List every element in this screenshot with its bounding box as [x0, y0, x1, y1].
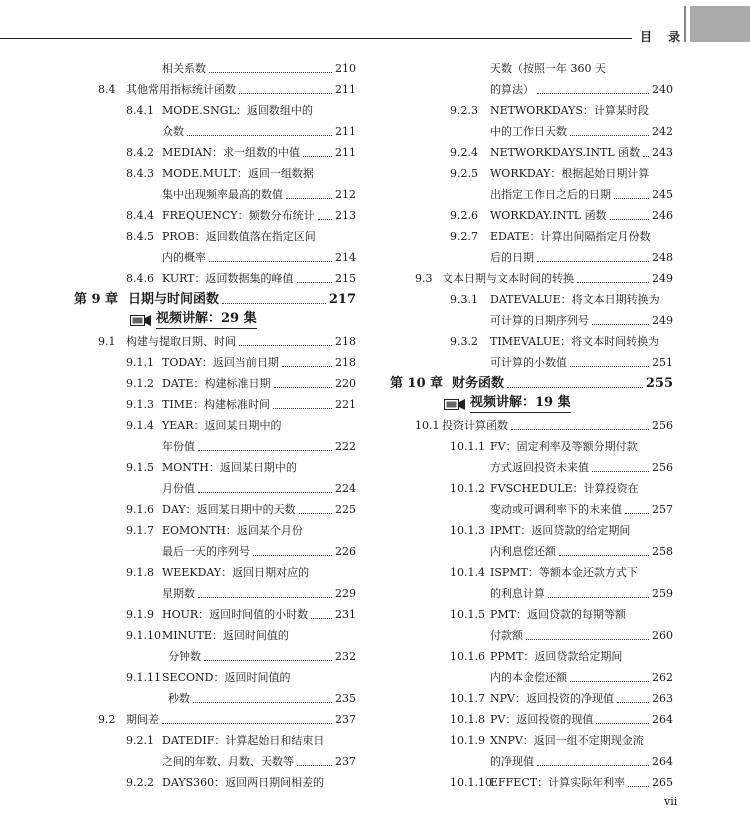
- toc-entry[interactable]: [74, 100, 356, 121]
- toc-entry-title: PROB：返回数值落在指定区间: [162, 230, 316, 243]
- toc-page-number: 256: [652, 419, 673, 432]
- toc-page-number: 249: [652, 272, 673, 285]
- toc-page-number: 222: [335, 440, 356, 453]
- leader-dots: [198, 478, 332, 493]
- toc-entry-title: 出指定工作日之后的日期: [490, 188, 611, 201]
- leader-dots: [209, 247, 332, 262]
- toc-entry-number: 10.1.6: [450, 650, 485, 663]
- leader-dots: [162, 709, 332, 724]
- toc-entry[interactable]: [390, 583, 673, 604]
- toc-entry-number: 9.1.5: [126, 461, 154, 474]
- toc-entry[interactable]: [390, 625, 673, 646]
- toc-entry[interactable]: [74, 562, 356, 583]
- toc-page-number: 215: [335, 272, 356, 285]
- video-lecture-label: 视频讲解：29 集: [156, 310, 257, 329]
- leader-dots: [628, 772, 649, 787]
- video-lecture-label: 视频讲解：19 集: [470, 394, 571, 413]
- toc-entry-title: FVSCHEDULE：计算投资在: [490, 482, 639, 495]
- toc-column-right: [390, 58, 673, 793]
- toc-page-number: 264: [652, 755, 673, 768]
- toc-entry[interactable]: [74, 646, 356, 667]
- toc-entry-number: 9.1.1: [126, 356, 154, 369]
- toc-entry-number: 8.4.2: [126, 146, 154, 159]
- toc-entry-title: 的算法）: [490, 83, 534, 96]
- toc-entry-title: 文本日期与文本时间的转换: [442, 272, 574, 285]
- toc-entry-title: 内利息偿还额: [490, 545, 556, 558]
- toc-page-number: 232: [335, 650, 356, 663]
- toc-entry[interactable]: [390, 100, 673, 121]
- leader-dots: [526, 625, 649, 640]
- toc-entry[interactable]: [390, 709, 673, 730]
- toc-page-number: 221: [335, 398, 356, 411]
- toc-entry-number: 9.1.6: [126, 503, 154, 516]
- toc-entry-title: 付款额: [490, 629, 523, 642]
- toc-entry-number: 9.1.3: [126, 398, 154, 411]
- toc-page-number: 210: [335, 62, 356, 75]
- toc-entry-number: 9.2.4: [450, 146, 478, 159]
- leader-dots: [273, 394, 332, 409]
- toc-entry-title: 可计算的小数值: [490, 356, 567, 369]
- page-tab-block: [690, 6, 750, 42]
- leader-dots: [537, 247, 649, 262]
- leader-dots: [239, 331, 332, 346]
- toc-entry-title: 方式返回投资未来值: [490, 461, 589, 474]
- toc-entry-title: 最后一天的序列号: [162, 545, 250, 558]
- page-number: vii: [664, 795, 678, 808]
- toc-entry-number: 10.1.4: [450, 566, 485, 579]
- toc-page-number: 257: [652, 503, 673, 516]
- leader-dots: [548, 583, 649, 598]
- toc-page-number: 237: [335, 755, 356, 768]
- toc-entry-title: TIME：构建标准时间: [162, 398, 270, 411]
- leader-dots: [209, 58, 332, 73]
- toc-entry-title: WORKDAY.INTL 函数: [490, 209, 607, 222]
- video-lecture-row: [74, 310, 356, 331]
- toc-entry-number: 10.1.7: [450, 692, 485, 705]
- toc-entry[interactable]: [74, 688, 356, 709]
- toc-entry-title: MODE.MULT：返回一组数据: [162, 167, 314, 180]
- toc-entry-title: FV：固定利率及等额分期付款: [490, 440, 638, 453]
- leader-dots: [187, 121, 332, 136]
- toc-section[interactable]: [74, 331, 356, 352]
- toc-entry-number: 9.2.3: [450, 104, 478, 117]
- leader-dots: [297, 268, 332, 283]
- toc-page-number: 251: [652, 356, 673, 369]
- leader-dots: [204, 646, 332, 661]
- toc-entry[interactable]: [390, 163, 673, 184]
- toc-entry[interactable]: [74, 457, 356, 478]
- leader-dots: [299, 499, 332, 514]
- toc-entry-title: 投资计算函数: [442, 419, 508, 432]
- leader-dots: [592, 310, 649, 325]
- toc-entry-title: DATEVALUE：将文本日期转换为: [490, 293, 660, 306]
- toc-page-number: 258: [652, 545, 673, 558]
- toc-entry-title: 分钟数: [168, 650, 201, 663]
- leader-dots: [282, 352, 332, 367]
- toc-entry[interactable]: [390, 226, 673, 247]
- leader-dots: [537, 79, 649, 94]
- toc-entry-number: 9.1.7: [126, 524, 154, 537]
- toc-entry-title: HOUR：返回时间值的小时数: [162, 608, 309, 621]
- toc-page-number: 225: [335, 503, 356, 516]
- toc-entry-title: DAYS360：返回两日期间相差的: [162, 776, 325, 789]
- toc-entry-number: 9.2.5: [450, 167, 478, 180]
- leader-dots: [511, 415, 649, 430]
- leader-dots: [559, 541, 649, 556]
- toc-entry-number: 9.3: [415, 272, 433, 285]
- toc-page-number: 218: [335, 356, 356, 369]
- leader-dots: [596, 709, 649, 724]
- toc-entry-title: 众数: [162, 125, 184, 138]
- leader-dots: [286, 184, 332, 199]
- toc-page-number: 264: [652, 713, 673, 726]
- leader-dots: [239, 79, 332, 94]
- toc-entry-number: 第 10 章: [390, 376, 444, 391]
- toc-entry-number: 9.1.10: [126, 629, 161, 642]
- leader-dots: [274, 373, 332, 388]
- toc-entry[interactable]: [390, 646, 673, 667]
- toc-entry[interactable]: [390, 772, 673, 793]
- toc-entry[interactable]: [74, 163, 356, 184]
- toc-entry[interactable]: [74, 541, 356, 562]
- toc-entry-number: 10.1.1: [450, 440, 485, 453]
- leader-dots: [617, 688, 649, 703]
- toc-chapter[interactable]: [390, 373, 673, 394]
- toc-entry-number: 10.1.9: [450, 734, 485, 747]
- toc-entry[interactable]: [74, 499, 356, 520]
- toc-entry-title: 的利息计算: [490, 587, 545, 600]
- toc-entry[interactable]: [390, 499, 673, 520]
- leader-dots: [570, 352, 649, 367]
- toc-entry-title: 可计算的日期序列号: [490, 314, 589, 327]
- toc-entry[interactable]: [74, 415, 356, 436]
- toc-entry[interactable]: [390, 562, 673, 583]
- toc-entry[interactable]: [74, 730, 356, 751]
- toc-entry[interactable]: [74, 772, 356, 793]
- toc-entry-title: 相关系数: [162, 62, 206, 75]
- toc-entry-title: 期间差: [126, 713, 159, 726]
- toc-entry-title: YEAR：返回某日期中的: [162, 419, 282, 432]
- toc-entry[interactable]: [390, 688, 673, 709]
- toc-page-number: 220: [335, 377, 356, 390]
- toc-entry-title: WORKDAY：根据起始日期计算: [490, 167, 650, 180]
- toc-page-number: 218: [335, 335, 356, 348]
- toc-entry[interactable]: [74, 142, 356, 163]
- toc-entry[interactable]: [390, 247, 673, 268]
- toc-entry[interactable]: [390, 184, 673, 205]
- toc-entry-number: 10.1.5: [450, 608, 485, 621]
- toc-entry-number: 9.1.8: [126, 566, 154, 579]
- toc-entry-title: DATE：构建标准日期: [162, 377, 271, 390]
- toc-entry-number: 9.1.2: [126, 377, 154, 390]
- leader-dots: [311, 604, 332, 619]
- toc-entry-number: 8.4.4: [126, 209, 154, 222]
- toc-entry-number: 10.1.10: [450, 776, 492, 789]
- toc-entry[interactable]: [390, 142, 673, 163]
- toc-page-number: 217: [328, 292, 356, 307]
- toc-entry[interactable]: [74, 667, 356, 688]
- toc-entry[interactable]: [390, 289, 673, 310]
- toc-entry[interactable]: [390, 667, 673, 688]
- toc-entry-title: 后的日期: [490, 251, 534, 264]
- toc-entry-number: 9.3.1: [450, 293, 478, 306]
- toc-entry-title: KURT：返回数据集的峰值: [162, 272, 294, 285]
- toc-entry-title: NPV：返回投资的净现值: [490, 692, 614, 705]
- toc-entry-number: 9.2.2: [126, 776, 154, 789]
- toc-entry[interactable]: [74, 247, 356, 268]
- toc-entry[interactable]: [74, 436, 356, 457]
- toc-entry-title: FREQUENCY：频数分布统计: [162, 209, 315, 222]
- header-rule: [0, 38, 632, 39]
- toc-entry-number: 10.1.3: [450, 524, 485, 537]
- toc-entry-title: 日期与时间函数: [128, 292, 220, 307]
- toc-entry-title: DATEDIF：计算起始日和结束日: [162, 734, 325, 747]
- toc-entry[interactable]: [74, 520, 356, 541]
- toc-entry-title: EOMONTH：返回某个月份: [162, 524, 303, 537]
- toc-entry[interactable]: [74, 373, 356, 394]
- toc-entry[interactable]: [390, 205, 673, 226]
- toc-entry-title: 财务函数: [452, 376, 505, 391]
- toc-entry[interactable]: [390, 310, 673, 331]
- toc-page-number: 265: [652, 776, 673, 789]
- toc-page-number: 211: [335, 125, 356, 138]
- toc-entry[interactable]: [390, 520, 673, 541]
- toc-entry-number: 10.1: [415, 419, 440, 432]
- leader-dots: [614, 184, 649, 199]
- toc-entry-title: 天数（按照一年 360 天: [490, 62, 606, 75]
- toc-entry-title: 内的概率: [162, 251, 206, 264]
- toc-entry-number: 10.1.2: [450, 482, 485, 495]
- toc-entry[interactable]: [74, 751, 356, 772]
- toc-entry-title: 变动或可调利率下的未来值: [490, 503, 622, 516]
- toc-entry-title: MEDIAN：求一组数的中值: [162, 146, 301, 159]
- toc-entry[interactable]: [74, 121, 356, 142]
- toc-entry-number: 9.1.9: [126, 608, 154, 621]
- toc-page-number: 214: [335, 251, 356, 264]
- leader-dots: [297, 751, 332, 766]
- toc-page-number: 212: [335, 188, 356, 201]
- toc-entry-title: DAY：返回某日期中的天数: [162, 503, 296, 516]
- toc-entry-title: 其他常用指标统计函数: [126, 83, 236, 96]
- toc-entry-number: 9.2.1: [126, 734, 154, 747]
- toc-entry-title: 中的工作日天数: [490, 125, 567, 138]
- toc-entry-title: MONTH：返回某日期中的: [162, 461, 297, 474]
- toc-entry-title: NETWORKDAYS.INTL 函数: [490, 146, 641, 159]
- toc-entry-title: WEEKDAY：返回日期对应的: [162, 566, 310, 579]
- leader-dots: [643, 142, 649, 157]
- leader-dots: [610, 205, 649, 220]
- leader-dots: [537, 751, 649, 766]
- toc-entry-title: 的净现值: [490, 755, 534, 768]
- video-lecture-row: [390, 394, 673, 415]
- leader-dots: [222, 289, 326, 304]
- toc-entry-title: TIMEVALUE：将文本时间转换为: [490, 335, 660, 348]
- toc-page-number: 237: [335, 713, 356, 726]
- toc-entry-title: 集中出现频率最高的数值: [162, 188, 283, 201]
- leader-dots: [577, 268, 649, 283]
- leader-dots: [570, 121, 649, 136]
- toc-entry[interactable]: [74, 583, 356, 604]
- toc-entry-number: 9.1.4: [126, 419, 154, 432]
- toc-page-number: 226: [335, 545, 356, 558]
- toc-page-number: 211: [335, 146, 356, 159]
- toc-entry[interactable]: [390, 121, 673, 142]
- page-header-title: 目 录: [640, 30, 687, 44]
- leader-dots: [570, 667, 649, 682]
- toc-entry-title: 月份值: [162, 482, 195, 495]
- toc-entry[interactable]: [390, 604, 673, 625]
- toc-page-number: 263: [652, 692, 673, 705]
- toc-page-number: 249: [652, 314, 673, 327]
- toc-page-number: 243: [652, 146, 673, 159]
- toc-entry-number: 8.4.6: [126, 272, 154, 285]
- toc-entry-title: 之间的年数、月数、天数等: [162, 755, 294, 768]
- toc-entry[interactable]: [390, 58, 673, 79]
- toc-entry-number: 9.2: [98, 713, 116, 726]
- toc-entry[interactable]: [390, 352, 673, 373]
- toc-entry-number: 9.1: [98, 335, 116, 348]
- leader-dots: [198, 436, 332, 451]
- toc-entry-title: 构建与提取日期、时间: [126, 335, 236, 348]
- toc-section[interactable]: [390, 415, 673, 436]
- toc-entry[interactable]: [74, 268, 356, 289]
- video-camera-icon: [444, 398, 466, 411]
- toc-page-number: 246: [652, 209, 673, 222]
- toc-page-number: 255: [645, 376, 673, 391]
- toc-entry[interactable]: [74, 478, 356, 499]
- toc-entry-title: EFFECT：计算实际年利率: [490, 776, 626, 789]
- toc-entry[interactable]: [390, 331, 673, 352]
- toc-section[interactable]: [390, 268, 673, 289]
- toc-entry[interactable]: [74, 625, 356, 646]
- toc-page-number: 245: [652, 188, 673, 201]
- toc-entry-title: TODAY：返回当前日期: [162, 356, 279, 369]
- toc-entry-title: XNPV：返回一组不定期现金流: [490, 734, 644, 747]
- toc-entry-title: ISPMT：等额本金还款方式下: [490, 566, 638, 579]
- toc-entry-title: PV：返回投资的现值: [490, 713, 594, 726]
- toc-section[interactable]: [74, 709, 356, 730]
- toc-entry-title: SECOND：返回时间值的: [162, 671, 291, 684]
- toc-page-number: 248: [652, 251, 673, 264]
- toc-entry-number: 9.1.11: [126, 671, 161, 684]
- toc-entry[interactable]: [74, 58, 356, 79]
- toc-entry[interactable]: [74, 394, 356, 415]
- toc-page-number: 242: [652, 125, 673, 138]
- video-camera-icon: [130, 314, 152, 327]
- toc-entry-title: MINUTE：返回时间值的: [162, 629, 289, 642]
- toc-entry[interactable]: [74, 226, 356, 247]
- toc-entry-number: 10.1.8: [450, 713, 485, 726]
- toc-page-number: 211: [335, 83, 356, 96]
- toc-entry-title: 秒数: [168, 692, 190, 705]
- toc-entry[interactable]: [74, 604, 356, 625]
- toc-entry[interactable]: [390, 436, 673, 457]
- toc-entry-number: 9.3.2: [450, 335, 478, 348]
- leader-dots: [625, 499, 649, 514]
- toc-chapter[interactable]: [74, 289, 356, 310]
- toc-entry-number: 8.4.5: [126, 230, 154, 243]
- toc-page-number: 224: [335, 482, 356, 495]
- toc-page-number: 262: [652, 671, 673, 684]
- leader-dots: [198, 583, 332, 598]
- toc-page-number: 256: [652, 461, 673, 474]
- toc-page-number: 259: [652, 587, 673, 600]
- toc-page-number: 229: [335, 587, 356, 600]
- toc-page-number: 213: [335, 209, 356, 222]
- toc-entry[interactable]: [390, 457, 673, 478]
- toc-entry[interactable]: [74, 205, 356, 226]
- toc-entry-title: IPMT：返回贷款的给定期间: [490, 524, 631, 537]
- toc-entry[interactable]: [390, 478, 673, 499]
- leader-dots: [193, 688, 332, 703]
- toc-entry[interactable]: [74, 352, 356, 373]
- toc-entry-title: PPMT：返回贷款给定期间: [490, 650, 623, 663]
- toc-entry-title: PMT：返回贷款的每期等额: [490, 608, 627, 621]
- toc-page-number: 235: [335, 692, 356, 705]
- toc-entry[interactable]: [390, 730, 673, 751]
- toc-entry-number: 8.4.3: [126, 167, 154, 180]
- toc-entry-number: 9.2.7: [450, 230, 478, 243]
- toc-entry-title: EDATE：计算出间隔指定月份数: [490, 230, 651, 243]
- toc-entry-title: NETWORKDAYS：计算某时段: [490, 104, 649, 117]
- toc-section[interactable]: [74, 79, 356, 100]
- toc-entry[interactable]: [390, 751, 673, 772]
- leader-dots: [253, 541, 332, 556]
- leader-dots: [592, 457, 649, 472]
- leader-dots: [303, 142, 332, 157]
- toc-page-number: 240: [652, 83, 673, 96]
- toc-page-number: 231: [335, 608, 356, 621]
- toc-entry-title: 年份值: [162, 440, 195, 453]
- toc-entry-number: 9.2.6: [450, 209, 478, 222]
- toc-entry[interactable]: [74, 184, 356, 205]
- toc-entry-number: 8.4: [98, 83, 116, 96]
- leader-dots: [318, 205, 332, 220]
- toc-page-number: 260: [652, 629, 673, 642]
- toc-column-left: [74, 58, 356, 793]
- leader-dots: [507, 373, 643, 388]
- toc-entry-title: MODE.SNGL：返回数组中的: [162, 104, 313, 117]
- toc-entry[interactable]: [390, 79, 673, 100]
- toc-entry-title: 星期数: [162, 587, 195, 600]
- toc-entry-number: 第 9 章: [74, 292, 119, 307]
- toc-entry[interactable]: [390, 541, 673, 562]
- toc-entry-title: 内的本金偿还额: [490, 671, 567, 684]
- toc-entry-number: 8.4.1: [126, 104, 154, 117]
